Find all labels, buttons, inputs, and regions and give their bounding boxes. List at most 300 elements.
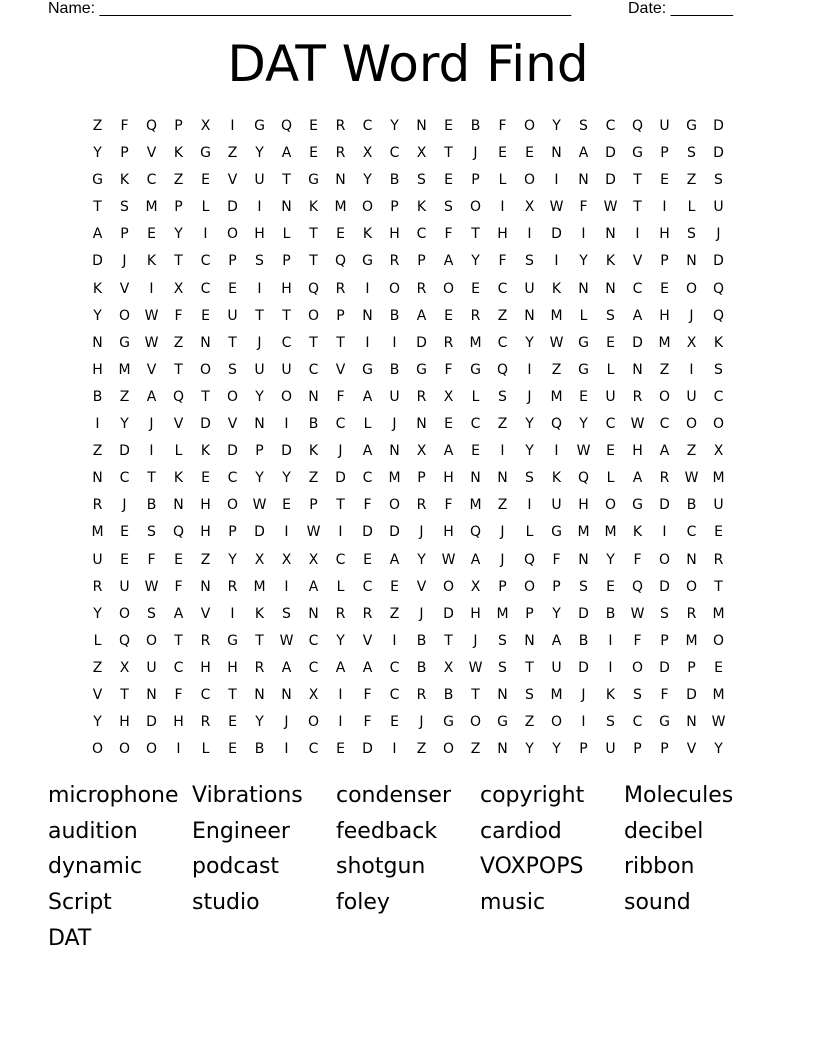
grid-letter: U — [605, 388, 616, 405]
grid-letter: D — [686, 686, 697, 703]
grid-letter: D — [632, 334, 643, 351]
grid-letter: X — [686, 334, 697, 351]
grid-letter: H — [632, 443, 643, 460]
grid-letter: S — [147, 524, 156, 541]
grid-letter: Y — [174, 226, 183, 243]
grid-letter: J — [473, 632, 478, 649]
grid-letter: S — [660, 605, 669, 622]
grid-letter: A — [470, 551, 481, 568]
grid-letter: D — [551, 226, 562, 243]
grid-letter: U — [713, 199, 724, 216]
grid-letter: D — [713, 145, 724, 162]
grid-letter: E — [228, 714, 237, 731]
grid-letter: N — [281, 199, 292, 216]
grid-letter: N — [308, 388, 319, 405]
grid-letter: V — [632, 253, 643, 270]
grid-letter: W — [144, 578, 159, 595]
grid-letter: Z — [173, 334, 184, 351]
grid-letter: X — [362, 145, 373, 162]
grid-letter: O — [469, 714, 482, 731]
grid-empty — [732, 492, 759, 519]
word-list-item: studio — [192, 890, 260, 916]
grid-letter: F — [174, 307, 183, 324]
grid-letter: I — [149, 280, 154, 297]
grid-letter: W — [603, 199, 618, 216]
word-list-item: decibel — [624, 818, 704, 844]
grid-letter: A — [443, 443, 454, 460]
grid-empty — [732, 167, 759, 194]
grid-letter: E — [471, 280, 480, 297]
grid-letter: V — [416, 578, 427, 595]
grid-letter: U — [551, 497, 562, 514]
grid-letter: E — [579, 388, 588, 405]
grid-letter: O — [442, 578, 455, 595]
grid-letter: S — [714, 361, 723, 378]
grid-letter: O — [226, 388, 239, 405]
grid-letter: S — [714, 172, 723, 189]
grid-letter: F — [660, 686, 669, 703]
grid-letter: C — [335, 416, 346, 433]
grid-empty — [732, 601, 759, 628]
grid-letter: B — [146, 497, 157, 514]
grid-letter: S — [255, 253, 264, 270]
grid-letter: I — [230, 118, 235, 134]
grid-letter: H — [443, 524, 454, 541]
grid-letter: K — [200, 443, 211, 460]
grid-letter: N — [497, 686, 508, 703]
grid-letter: J — [716, 226, 721, 243]
grid-empty — [732, 411, 759, 438]
grid-letter: A — [92, 226, 103, 243]
grid-letter: Z — [497, 497, 508, 514]
grid-letter: U — [281, 361, 292, 378]
grid-letter: N — [524, 632, 535, 649]
grid-empty — [732, 709, 759, 736]
grid-letter: W — [306, 524, 321, 541]
grid-letter: G — [92, 172, 103, 189]
grid-letter: H — [200, 524, 211, 541]
grid-letter: O — [280, 388, 293, 405]
grid-letter: C — [308, 361, 319, 378]
grid-letter: D — [362, 524, 373, 541]
word-list-item: Script — [48, 890, 112, 916]
grid-letter: C — [605, 118, 616, 134]
grid-letter: O — [712, 632, 725, 649]
grid-letter: L — [471, 388, 480, 405]
grid-letter: E — [660, 172, 669, 189]
grid-letter: C — [389, 659, 400, 676]
grid-letter: W — [549, 199, 564, 216]
grid-letter: C — [632, 714, 643, 731]
grid-letter: S — [687, 145, 696, 162]
grid-letter: C — [200, 686, 211, 703]
grid-letter: J — [338, 443, 343, 460]
grid-letter: M — [604, 524, 617, 541]
grid-letter: E — [525, 145, 534, 162]
grid-letter: Y — [471, 253, 480, 270]
grid-letter: O — [523, 118, 536, 134]
grid-letter: R — [416, 686, 427, 703]
grid-letter: E — [606, 334, 615, 351]
grid-letter: J — [581, 686, 586, 703]
grid-letter: I — [608, 632, 613, 649]
grid-letter: N — [578, 172, 589, 189]
grid-letter: C — [308, 741, 319, 758]
grid-letter: J — [500, 551, 505, 568]
grid-letter: H — [497, 226, 508, 243]
word-list-item: condenser — [336, 783, 451, 808]
grid-letter: D — [659, 659, 670, 676]
grid-letter: S — [525, 470, 534, 487]
grid-letter: H — [443, 470, 454, 487]
grid-letter: M — [469, 334, 482, 351]
grid-letter: V — [335, 361, 346, 378]
grid-letter: O — [307, 714, 320, 731]
grid-letter: V — [227, 172, 238, 189]
grid-letter: O — [118, 605, 131, 622]
grid-letter: N — [416, 416, 427, 433]
grid-letter: N — [578, 551, 589, 568]
grid-letter: U — [524, 280, 535, 297]
grid-letter: V — [362, 632, 373, 649]
grid-letter: M — [658, 334, 671, 351]
grid-letter: T — [633, 172, 642, 189]
grid-letter: X — [713, 443, 724, 460]
grid-letter: Z — [470, 741, 481, 758]
grid-letter: O — [469, 199, 482, 216]
grid-letter: O — [523, 578, 536, 595]
grid-empty — [732, 628, 759, 655]
word-list-item: cardiod — [480, 818, 562, 844]
grid-letter: Q — [631, 578, 644, 595]
grid-letter: M — [577, 524, 590, 541]
grid-letter: C — [686, 524, 697, 541]
grid-letter: D — [389, 524, 400, 541]
grid-letter: I — [176, 741, 181, 758]
grid-letter: K — [146, 253, 157, 270]
grid-letter: C — [362, 118, 373, 134]
grid-letter: T — [282, 307, 291, 324]
grid-letter: J — [689, 307, 694, 324]
grid-letter: P — [120, 145, 129, 162]
grid-letter: Y — [579, 416, 588, 433]
grid-letter: H — [200, 659, 211, 676]
grid-letter: C — [713, 388, 724, 405]
grid-letter: T — [525, 659, 534, 676]
word-list-item: DAT — [48, 925, 92, 951]
grid-letter: G — [227, 632, 238, 649]
grid-letter: Y — [714, 741, 723, 758]
grid-letter: L — [525, 524, 534, 541]
grid-letter: R — [713, 551, 724, 568]
grid-letter: V — [686, 741, 697, 758]
grid-letter: W — [576, 443, 591, 460]
grid-letter: F — [444, 226, 453, 243]
grid-letter: T — [471, 686, 480, 703]
grid-letter: R — [335, 145, 346, 162]
grid-letter: T — [714, 578, 723, 595]
grid-letter: S — [498, 632, 507, 649]
grid-letter: B — [443, 686, 454, 703]
grid-letter: W — [630, 605, 645, 622]
grid-letter: C — [146, 172, 157, 189]
grid-letter: U — [146, 659, 157, 676]
grid-letter: Q — [469, 524, 482, 541]
grid-letter: W — [279, 632, 294, 649]
grid-letter: Y — [93, 145, 102, 162]
grid-letter: R — [254, 659, 265, 676]
grid-letter: Z — [686, 443, 697, 460]
grid-letter: W — [711, 714, 726, 731]
grid-letter: C — [335, 551, 346, 568]
grid-letter: J — [473, 145, 478, 162]
grid-letter: X — [416, 443, 427, 460]
grid-letter: H — [254, 226, 265, 243]
grid-letter: D — [92, 253, 103, 270]
grid-letter: N — [254, 416, 265, 433]
grid-letter: W — [549, 334, 564, 351]
grid-letter: S — [417, 172, 426, 189]
grid-letter: C — [389, 686, 400, 703]
grid-letter: M — [118, 361, 131, 378]
grid-letter: A — [146, 388, 157, 405]
grid-letter: M — [550, 388, 563, 405]
grid-letter: J — [284, 714, 289, 731]
grid-letter: O — [145, 632, 158, 649]
grid-letter: Z — [389, 605, 400, 622]
grid-letter: O — [523, 172, 536, 189]
grid-letter: F — [363, 686, 372, 703]
grid-letter: K — [92, 280, 103, 297]
grid-letter: I — [527, 497, 532, 514]
grid-letter: F — [633, 632, 642, 649]
grid-letter: T — [147, 470, 156, 487]
grid-letter: G — [443, 714, 454, 731]
grid-letter: I — [581, 226, 586, 243]
grid-letter: Q — [712, 280, 725, 297]
grid-letter: I — [554, 443, 559, 460]
word-list-item: Vibrations — [192, 783, 303, 808]
grid-letter: N — [686, 714, 697, 731]
grid-letter: B — [605, 605, 616, 622]
grid-letter: T — [336, 497, 345, 514]
grid-letter: N — [200, 578, 211, 595]
grid-letter: O — [685, 578, 698, 595]
grid-empty — [732, 194, 759, 221]
grid-letter: I — [392, 334, 397, 351]
grid-letter: R — [470, 307, 481, 324]
grid-letter: O — [442, 280, 455, 297]
grid-letter: U — [605, 741, 616, 758]
grid-letter: S — [120, 199, 129, 216]
grid-letter: Y — [552, 605, 561, 622]
grid-letter: P — [255, 443, 264, 460]
grid-empty — [732, 330, 759, 357]
grid-letter: E — [606, 578, 615, 595]
grid-letter: T — [471, 226, 480, 243]
grid-letter: N — [605, 226, 616, 243]
grid-letter: Q — [145, 118, 158, 134]
grid-letter: Y — [579, 253, 588, 270]
grid-letter: M — [712, 605, 725, 622]
grid-letter: H — [659, 226, 670, 243]
grid-letter: P — [687, 659, 696, 676]
grid-letter: X — [443, 388, 454, 405]
grid-letter: Z — [551, 361, 562, 378]
grid-letter: M — [253, 578, 266, 595]
grid-letter: R — [200, 632, 211, 649]
grid-letter: I — [635, 226, 640, 243]
grid-letter: R — [416, 388, 427, 405]
grid-letter: F — [120, 118, 129, 134]
grid-letter: R — [200, 714, 211, 731]
grid-letter: I — [554, 253, 559, 270]
grid-letter: D — [362, 741, 373, 758]
letter-grid — [84, 113, 759, 763]
grid-letter: O — [388, 280, 401, 297]
word-list-item: sound — [624, 890, 691, 916]
grid-letter: D — [146, 714, 157, 731]
word-list — [48, 779, 768, 957]
grid-letter: U — [389, 388, 400, 405]
grid-letter: N — [281, 686, 292, 703]
grid-letter: E — [444, 118, 453, 134]
grid-letter: L — [687, 199, 696, 216]
grid-letter: I — [284, 578, 289, 595]
grid-letter: S — [498, 659, 507, 676]
grid-letter: E — [606, 443, 615, 460]
grid-letter: I — [284, 524, 289, 541]
grid-letter: Z — [173, 172, 184, 189]
grid-letter: N — [92, 334, 103, 351]
grid-letter: I — [365, 280, 370, 297]
grid-letter: K — [308, 443, 319, 460]
grid-letter: I — [149, 443, 154, 460]
grid-letter: U — [254, 172, 265, 189]
grid-letter: E — [309, 118, 318, 134]
grid-letter: P — [174, 199, 183, 216]
grid-letter: J — [419, 605, 424, 622]
grid-letter: F — [633, 551, 642, 568]
grid-letter: W — [144, 334, 159, 351]
grid-empty — [732, 438, 759, 465]
grid-letter: N — [551, 145, 562, 162]
grid-letter: P — [228, 253, 237, 270]
grid-letter: I — [500, 443, 505, 460]
grid-letter: A — [173, 605, 184, 622]
grid-letter: K — [173, 470, 184, 487]
grid-letter: P — [660, 741, 669, 758]
grid-letter: T — [174, 253, 183, 270]
grid-letter: Q — [307, 280, 320, 297]
word-list-item: podcast — [192, 854, 280, 880]
grid-letter: S — [633, 686, 642, 703]
grid-letter: I — [230, 605, 235, 622]
grid-letter: C — [119, 470, 130, 487]
grid-letter: P — [498, 578, 507, 595]
grid-letter: S — [525, 686, 534, 703]
grid-letter: M — [712, 686, 725, 703]
grid-letter: T — [228, 334, 237, 351]
grid-letter: S — [579, 118, 588, 134]
grid-letter: E — [309, 145, 318, 162]
grid-letter: R — [335, 118, 346, 134]
grid-letter: Q — [334, 253, 347, 270]
grid-letter: V — [227, 416, 238, 433]
grid-letter: W — [441, 551, 456, 568]
grid-letter: G — [254, 118, 265, 134]
grid-letter: P — [552, 578, 561, 595]
grid-letter: T — [336, 334, 345, 351]
grid-letter: E — [201, 172, 210, 189]
grid-letter: D — [227, 199, 238, 216]
grid-letter: J — [257, 334, 262, 351]
word-list-item: dynamic — [48, 854, 143, 880]
grid-letter: I — [365, 334, 370, 351]
grid-letter: O — [361, 199, 374, 216]
grid-letter: Q — [172, 524, 185, 541]
grid-letter: T — [444, 145, 453, 162]
grid-letter: W — [252, 497, 267, 514]
grid-letter: H — [281, 280, 292, 297]
grid-letter: N — [632, 361, 643, 378]
word-list-item: VOXPOPS — [480, 854, 584, 880]
grid-letter: L — [363, 416, 372, 433]
grid-letter: Y — [525, 741, 534, 758]
grid-letter: R — [335, 605, 346, 622]
grid-letter: B — [416, 632, 427, 649]
word-list-item: music — [480, 890, 546, 916]
grid-letter: G — [578, 334, 589, 351]
grid-letter: O — [631, 659, 644, 676]
grid-letter: M — [685, 632, 698, 649]
grid-letter: I — [662, 199, 667, 216]
grid-empty — [732, 276, 759, 303]
grid-letter: M — [550, 307, 563, 324]
grid-letter: I — [581, 714, 586, 731]
word-list-item: foley — [336, 890, 390, 916]
grid-letter: E — [201, 470, 210, 487]
grid-letter: E — [228, 280, 237, 297]
grid-letter: D — [578, 605, 589, 622]
grid-letter: O — [91, 741, 104, 758]
grid-letter: P — [228, 524, 237, 541]
grid-letter: M — [91, 524, 104, 541]
grid-letter: F — [579, 199, 588, 216]
grid-letter: R — [632, 388, 643, 405]
grid-letter: R — [416, 497, 427, 514]
grid-letter: D — [416, 334, 427, 351]
grid-letter: F — [363, 497, 372, 514]
grid-letter: A — [659, 443, 670, 460]
grid-letter: N — [686, 551, 697, 568]
grid-letter: Z — [92, 659, 103, 676]
grid-letter: K — [416, 199, 427, 216]
grid-empty — [732, 682, 759, 709]
grid-letter: N — [173, 497, 184, 514]
grid-empty — [732, 303, 759, 330]
grid-letter: Q — [712, 307, 725, 324]
grid-letter: A — [335, 659, 346, 676]
grid-letter: K — [632, 524, 643, 541]
grid-letter: I — [257, 199, 262, 216]
grid-letter: C — [416, 226, 427, 243]
grid-letter: F — [498, 253, 507, 270]
grid-letter: P — [660, 253, 669, 270]
grid-letter: Z — [497, 416, 508, 433]
grid-letter: F — [552, 551, 561, 568]
grid-letter: Z — [497, 307, 508, 324]
